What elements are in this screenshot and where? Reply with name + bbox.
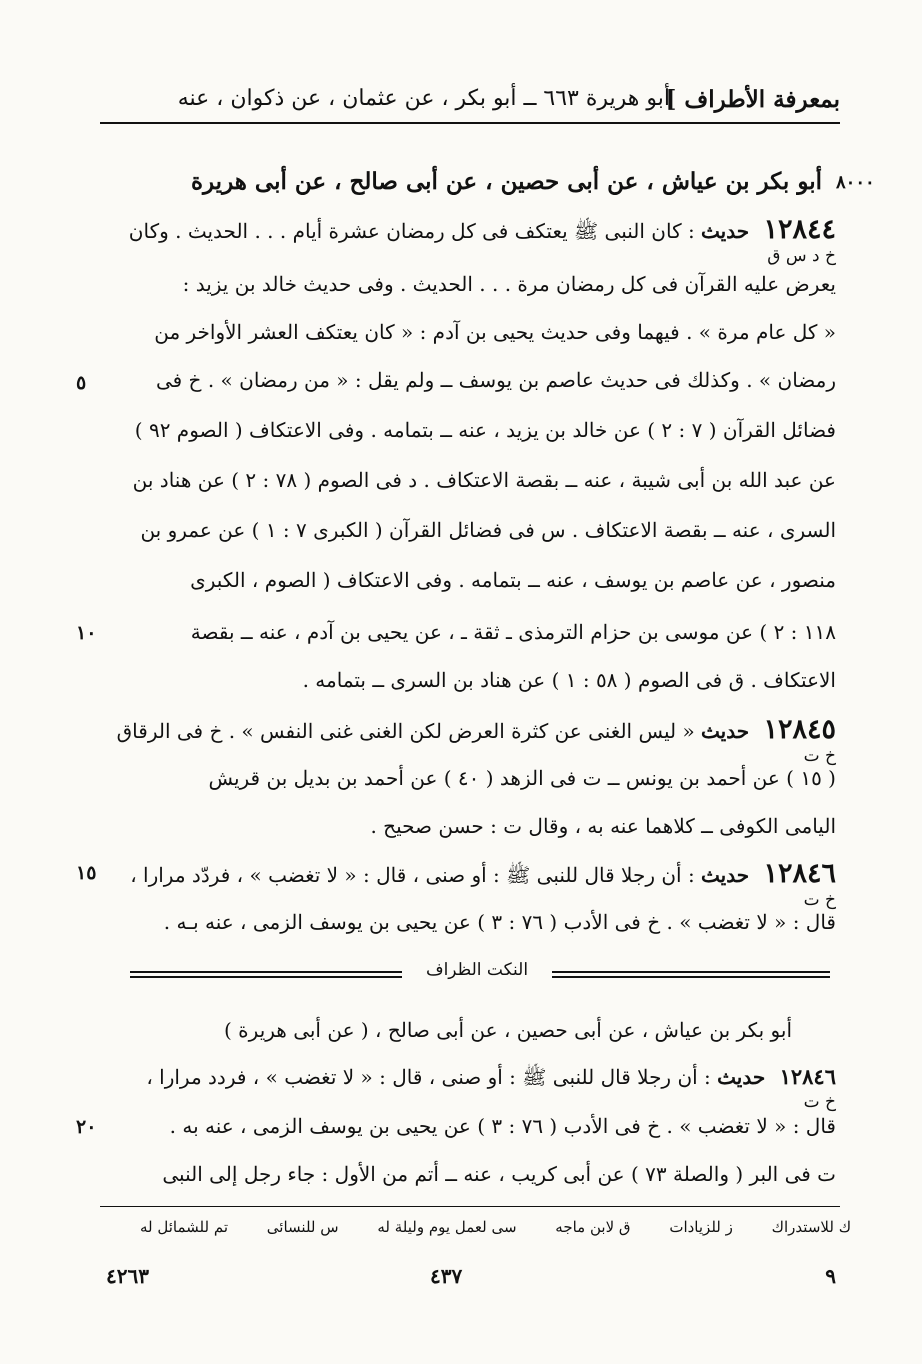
hadith-12844-line-8: منصور ، عن عاصم بن يوسف ، عنه ــ بتمامه . وفى الاعتكاف ( الصوم ، الكبرى — [190, 568, 836, 592]
legend-item: ق لابن ماجه — [555, 1218, 631, 1236]
margin-line-number: ٥ — [76, 372, 87, 394]
hadith-12845-line-1 — [116, 714, 836, 745]
margin-line-number: ٢٠ — [76, 1116, 97, 1138]
hadith-12844-line-6: عن عبد الله بن أبى شيبة ، عنه ــ بقصة الاعتكاف . د فى الصوم ( ٧٨ : ٢ ) عن هناد بن — [132, 468, 836, 492]
hadith-text: : أن رجلا قال للنبى ﷺ : أو صنى ، قال : « لا تغضب » ، فردد مرارا ، — [146, 1065, 711, 1089]
legend-item: سى لعمل يوم وليلة له — [377, 1218, 517, 1236]
hadith-word: حديث — [701, 219, 750, 243]
hadith-12844-sigla: خ د س ق — [767, 246, 836, 266]
legend-item: تم للشمائل له — [140, 1218, 229, 1236]
divider-rule — [130, 976, 410, 978]
hadith-12844-line-7: السرى ، عنه ــ بقصة الاعتكاف . س فى فضائل القرآن ( الكبرى ٧ : ١ ) عن عمرو بن — [140, 518, 836, 542]
nukat-sigla: خ ت — [803, 1092, 836, 1112]
header-book-title: بمعرفة الأطراف ] — [665, 86, 840, 113]
margin-line-number: ١٥ — [76, 862, 97, 884]
nukat-section-divider — [130, 962, 830, 986]
hadith-12844-line-2: يعرض عليه القرآن فى كل رمضان مرة . . . الحديث . وفى حديث خالد بن يزيد : — [182, 272, 836, 296]
hadith-number: ١٢٨٤٦ — [779, 1064, 836, 1089]
divider-rule — [130, 971, 410, 973]
margin-line-number: ١٠ — [76, 622, 97, 644]
hadith-number: ١٢٨٤٥ — [763, 714, 836, 745]
hadith-12845-line-3: اليامى الكوفى ــ كلاهما عنه به ، وقال ت : حسن صحيح . — [370, 814, 836, 838]
hadith-12846-line-2: قال : « لا تغضب » . خ فى الأدب ( ٧٦ : ٣ ) عن يحيى بن يوسف الزمى ، عنه بـه . — [163, 910, 836, 934]
hadith-12844-line-1 — [128, 214, 836, 248]
hadith-text: : كان النبى ﷺ يعتكف فى كل رمضان عشرة أيام . . . الحديث . وكان — [128, 219, 695, 243]
section-title: النكت الظراف — [402, 960, 552, 980]
hadith-number: ١٢٨٤٤ — [763, 214, 836, 245]
hadith-12846-sigla: خ ت — [803, 890, 836, 910]
hadith-word: حديث — [701, 719, 750, 743]
hadith-12844-line-9: ١١٨ : ٢ ) عن موسى بن حزام الترمذى ـ ثقة ـ ، عن يحيى بن آدم ، عنه ــ بقصة — [190, 620, 836, 644]
hadith-word: حديث — [701, 863, 750, 887]
hadith-text: « ليس الغنى عن كثرة العرض لكن الغنى غنى النفس » . خ فى الرقاق — [116, 719, 695, 743]
nukat-isnad: أبو بكر بن عياش ، عن أبى حصين ، عن أبى صالح ، ( عن أبى هريرة ) — [224, 1018, 792, 1042]
header-rule — [100, 122, 840, 124]
divider-rule — [550, 976, 830, 978]
header-section-title: أبو هريرة ٦٦٣ ــ أبو بكر ، عن عثمان ، عن ذكوان ، عنه — [177, 86, 670, 111]
nukat-line-3: ت فى البر ( والصلة ٧٣ ) عن أبى كريب ، عنه ــ أتم من الأول : جاء رجل إلى النبى — [162, 1162, 836, 1186]
hadith-12844-line-3: « كل عام مرة » . فيهما وفى حديث يحيى بن آدم : « كان يعتكف العشر الأواخر من — [154, 320, 836, 344]
hadith-12846-line-1 — [128, 858, 836, 892]
nukat-line-2: قال : « لا تغضب » . خ فى الأدب ( ٧٦ : ٣ ) عن يحيى بن يوسف الزمى ، عنه به . — [169, 1114, 836, 1138]
footnote-rule — [100, 1206, 840, 1207]
isnad-number: ٨٠٠٠ — [836, 172, 875, 193]
isnad-heading: أبو بكر بن عياش ، عن أبى حصين ، عن أبى صالح ، عن أبى هريرة — [190, 168, 822, 195]
divider-rule — [550, 971, 830, 973]
hadith-12845-line-2: ( ١٥ ) عن أحمد بن يونس ــ ت فى الزهد ( ٤٠ ) عن أحمد بن بديل بن قريش — [208, 766, 836, 790]
hadith-12844-line-4: رمضان » . وكذلك فى حديث عاصم بن يوسف ــ ولم يقل : « من رمضان » . خ فى — [155, 368, 836, 392]
hadith-12844-line-5: فضائل القرآن ( ٧ : ٢ ) عن خالد بن يزيد ، عنه ــ بتمامه . وفى الاعتكاف ( الصوم ٩٢ ) — [134, 418, 836, 442]
nukat-line-1 — [128, 1064, 836, 1094]
hadith-word: حديث — [717, 1065, 766, 1089]
running-header — [100, 78, 840, 118]
hadith-number: ١٢٨٤٦ — [763, 858, 836, 889]
legend-item: ز للزيادات — [669, 1218, 733, 1236]
legend-item: س للنسائى — [266, 1218, 339, 1236]
page-number: ٤٣٧ — [430, 1264, 463, 1288]
footer-hadith-count: ٤٢٦٣ — [106, 1264, 149, 1288]
hadith-12845-sigla: خ ت — [803, 746, 836, 766]
hadith-12844-line-10: الاعتكاف . ق فى الصوم ( ٥٨ : ١ ) عن هناد بن السرى ــ بتمامه . — [302, 668, 836, 692]
legend-item: ك للاستدراك — [771, 1218, 852, 1236]
hadith-text: : أن رجلا قال للنبى ﷺ : أو صنى ، قال : « لا تغضب » ، فردّد مرارا ، — [130, 863, 695, 887]
sigla-legend — [106, 1218, 852, 1236]
volume-number: ٩ — [825, 1264, 836, 1288]
